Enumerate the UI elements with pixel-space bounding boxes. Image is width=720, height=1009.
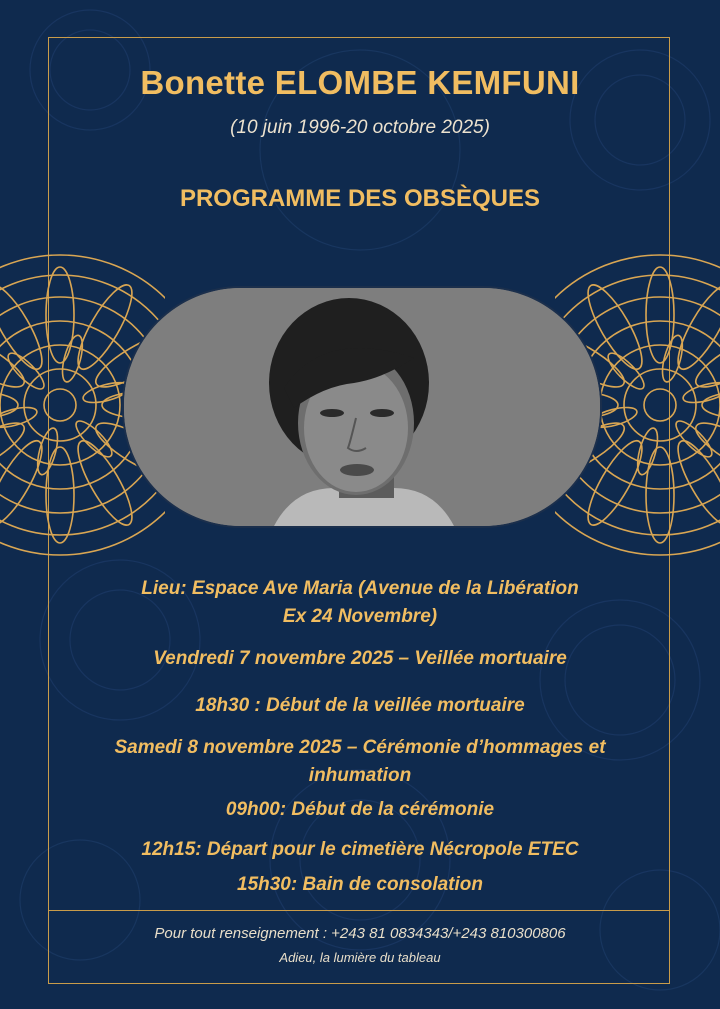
friday-heading: Vendredi 7 novembre 2025 – Veillée mortuaire [153,648,567,669]
saturday-1530-item: 15h30: Bain de consolation [237,874,483,895]
portrait-illustration [124,288,600,526]
friday-1830-item: 18h30 : Début de la veillée mortuaire [195,695,525,716]
saturday-0900-item: 09h00: Début de la cérémonie [225,799,495,820]
saturday-heading-line-2: inhumation [308,765,412,786]
life-dates: (10 juin 1996-20 octobre 2025) [230,117,490,138]
footer-divider [48,910,670,911]
venue-line-1: Lieu: Espace Ave Maria (Avenue de la Libération [141,578,579,599]
saturday-1215-item: 12h15: Départ pour le cimetière Nécropole ETEC [141,839,579,860]
venue-line-2: Ex 24 Novembre) [282,606,438,627]
saturday-heading-line-1: Samedi 8 novembre 2025 – Cérémonie d’hommages et [114,737,606,758]
portrait-photo [122,286,602,528]
contact-info: Pour tout renseignement : +243 81 0834343/+243 810300806 [154,925,566,942]
deceased-name: Bonette ELOMBE KEMFUNI [140,64,580,101]
tagline: Adieu, la lumière du tableau [279,950,441,965]
program-title: PROGRAMME DES OBSÈQUES [179,185,541,212]
